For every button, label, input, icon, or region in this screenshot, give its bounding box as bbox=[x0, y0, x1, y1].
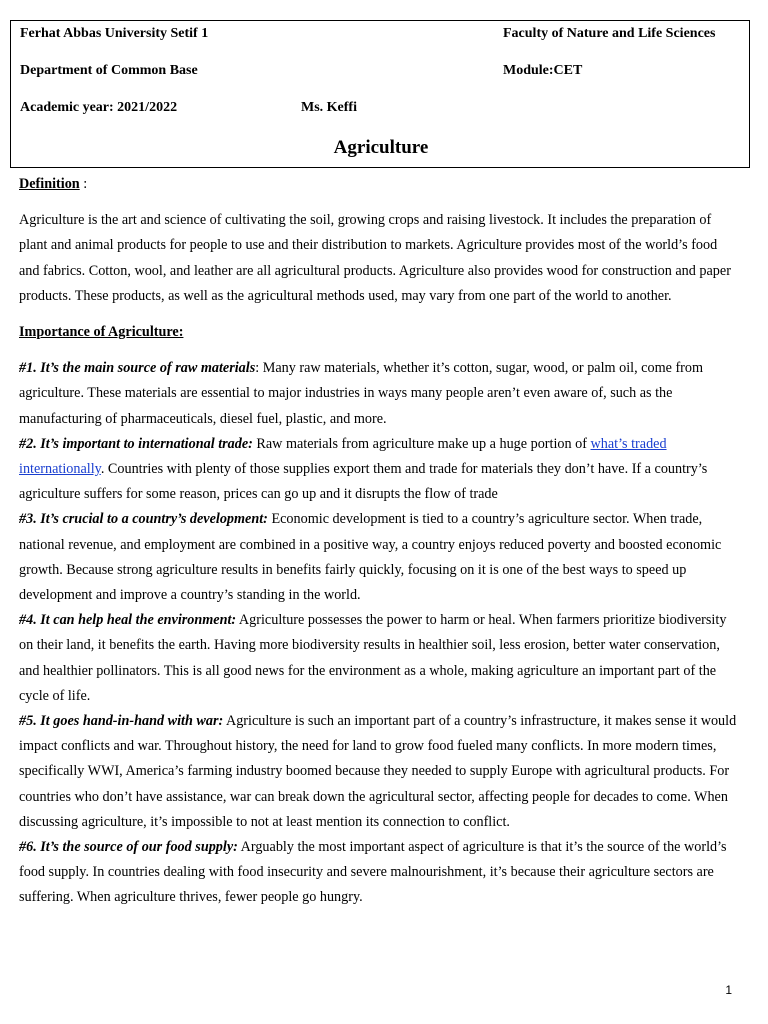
point-2-text-after-link: . Countries with plenty of those supplies export them and trade for materials they don’t have. If a country’s agriculture suffers for some reason, prices can go up and it disrupts the flow of trade bbox=[19, 461, 708, 503]
importance-point-3 bbox=[19, 507, 739, 608]
teacher-name: Ms. Keffi bbox=[301, 100, 357, 115]
point-3-title: #3. It’s crucial to a country’s development: bbox=[19, 511, 268, 528]
importance-point-1 bbox=[19, 356, 739, 432]
importance-point-2 bbox=[19, 432, 739, 508]
importance-point-4 bbox=[19, 608, 739, 709]
academic-year: Academic year: 2021/2022 bbox=[20, 100, 178, 115]
point-1-text: : Many raw materials, whether it’s cotton, sugar, wood, or palm oil, come from agriculture. These materials are essential to major industries in ways many people aren’t even aware of, such as the manufacturing of pharmaceuticals, diesel fuel, plastic, and more. bbox=[19, 360, 704, 427]
document-title: Agriculture bbox=[333, 137, 429, 158]
importance-heading: Importance of Agriculture: bbox=[19, 324, 184, 341]
definition-label: Definition bbox=[19, 176, 80, 192]
point-4-text: Agriculture possesses the power to harm or heal. When farmers prioritize biodiversity on their land, it benefits the earth. Having more biodiversity results in healthier soil, less erosion, better water conservation, and healthier pollinators. This is all good news for the environment as a whole, making agriculture an important part of the cycle of life. bbox=[19, 612, 727, 704]
document-header bbox=[10, 20, 750, 168]
page-number: 1 bbox=[725, 983, 732, 997]
traded-internationally-link[interactable]: what’s traded internationally bbox=[19, 435, 667, 478]
definition-paragraph: Agriculture is the art and science of cultivating the soil, growing crops and raising livestock. It includes the preparation of plant and animal products for people to use and their distribution to markets. Agriculture provides most of the world’s food and fabrics. Cotton, wool, and leather are all agricultural products. Agriculture also provides wood for construction and paper products. These products, as well as the agricultural methods used, may vary from one part of the world to another. bbox=[19, 212, 731, 304]
point-6-title: #6. It’s the source of our food supply: bbox=[19, 839, 238, 856]
module-name: Module:CET bbox=[503, 63, 583, 78]
point-4-title: #4. It can help heal the environment: bbox=[19, 612, 237, 629]
document-body bbox=[19, 172, 739, 911]
definition-suffix: : bbox=[79, 176, 88, 192]
university-name: Ferhat Abbas University Setif 1 bbox=[20, 26, 209, 41]
point-5-title: #5. It goes hand-in-hand with war: bbox=[19, 713, 224, 730]
importance-point-6 bbox=[19, 835, 739, 911]
point-6-text: Arguably the most important aspect of agriculture is that it’s the source of the world’s food supply. In countries dealing with food insecurity and severe malnourishment, it’s because their agriculture sectors are suffering. When agriculture thrives, fewer people go hungry. bbox=[19, 839, 727, 906]
faculty-name: Faculty of Nature and Life Sciences bbox=[503, 26, 716, 41]
definition-heading bbox=[19, 172, 739, 197]
point-2-text-before-link: Raw materials from agriculture make up a huge portion of bbox=[252, 435, 591, 452]
point-3-text: Economic development is tied to a country’s agriculture sector. When trade, national revenue, and employment are combined in a positive way, a country enjoys reduced poverty and boosted economic growth. Because strong agriculture results in benefits fairly quickly, focusing on it is one of the best ways to speed up development and improve a country’s standing in the world. bbox=[19, 511, 722, 604]
department-name: Department of Common Base bbox=[20, 63, 198, 78]
point-1-title: #1. It’s the main source of raw materials bbox=[19, 360, 256, 377]
point-2-title: #2. It’s important to international trade: bbox=[19, 435, 253, 452]
point-5-text: Agriculture is such an important part of a country’s infrastructure, it makes sense it would impact conflicts and war. Throughout history, the need for land to grow food fueled many conflicts. In more modern times, specifically WWI, America’s farming industry boomed because they needed to supply Europe with agricultural products. For countries who don’t have assistance, war can break down the agricultural sector, affecting people for decades to come. When discussing agriculture, it’s impossible to not at least mention its connection to conflict. bbox=[19, 713, 737, 830]
importance-point-5 bbox=[19, 709, 739, 835]
